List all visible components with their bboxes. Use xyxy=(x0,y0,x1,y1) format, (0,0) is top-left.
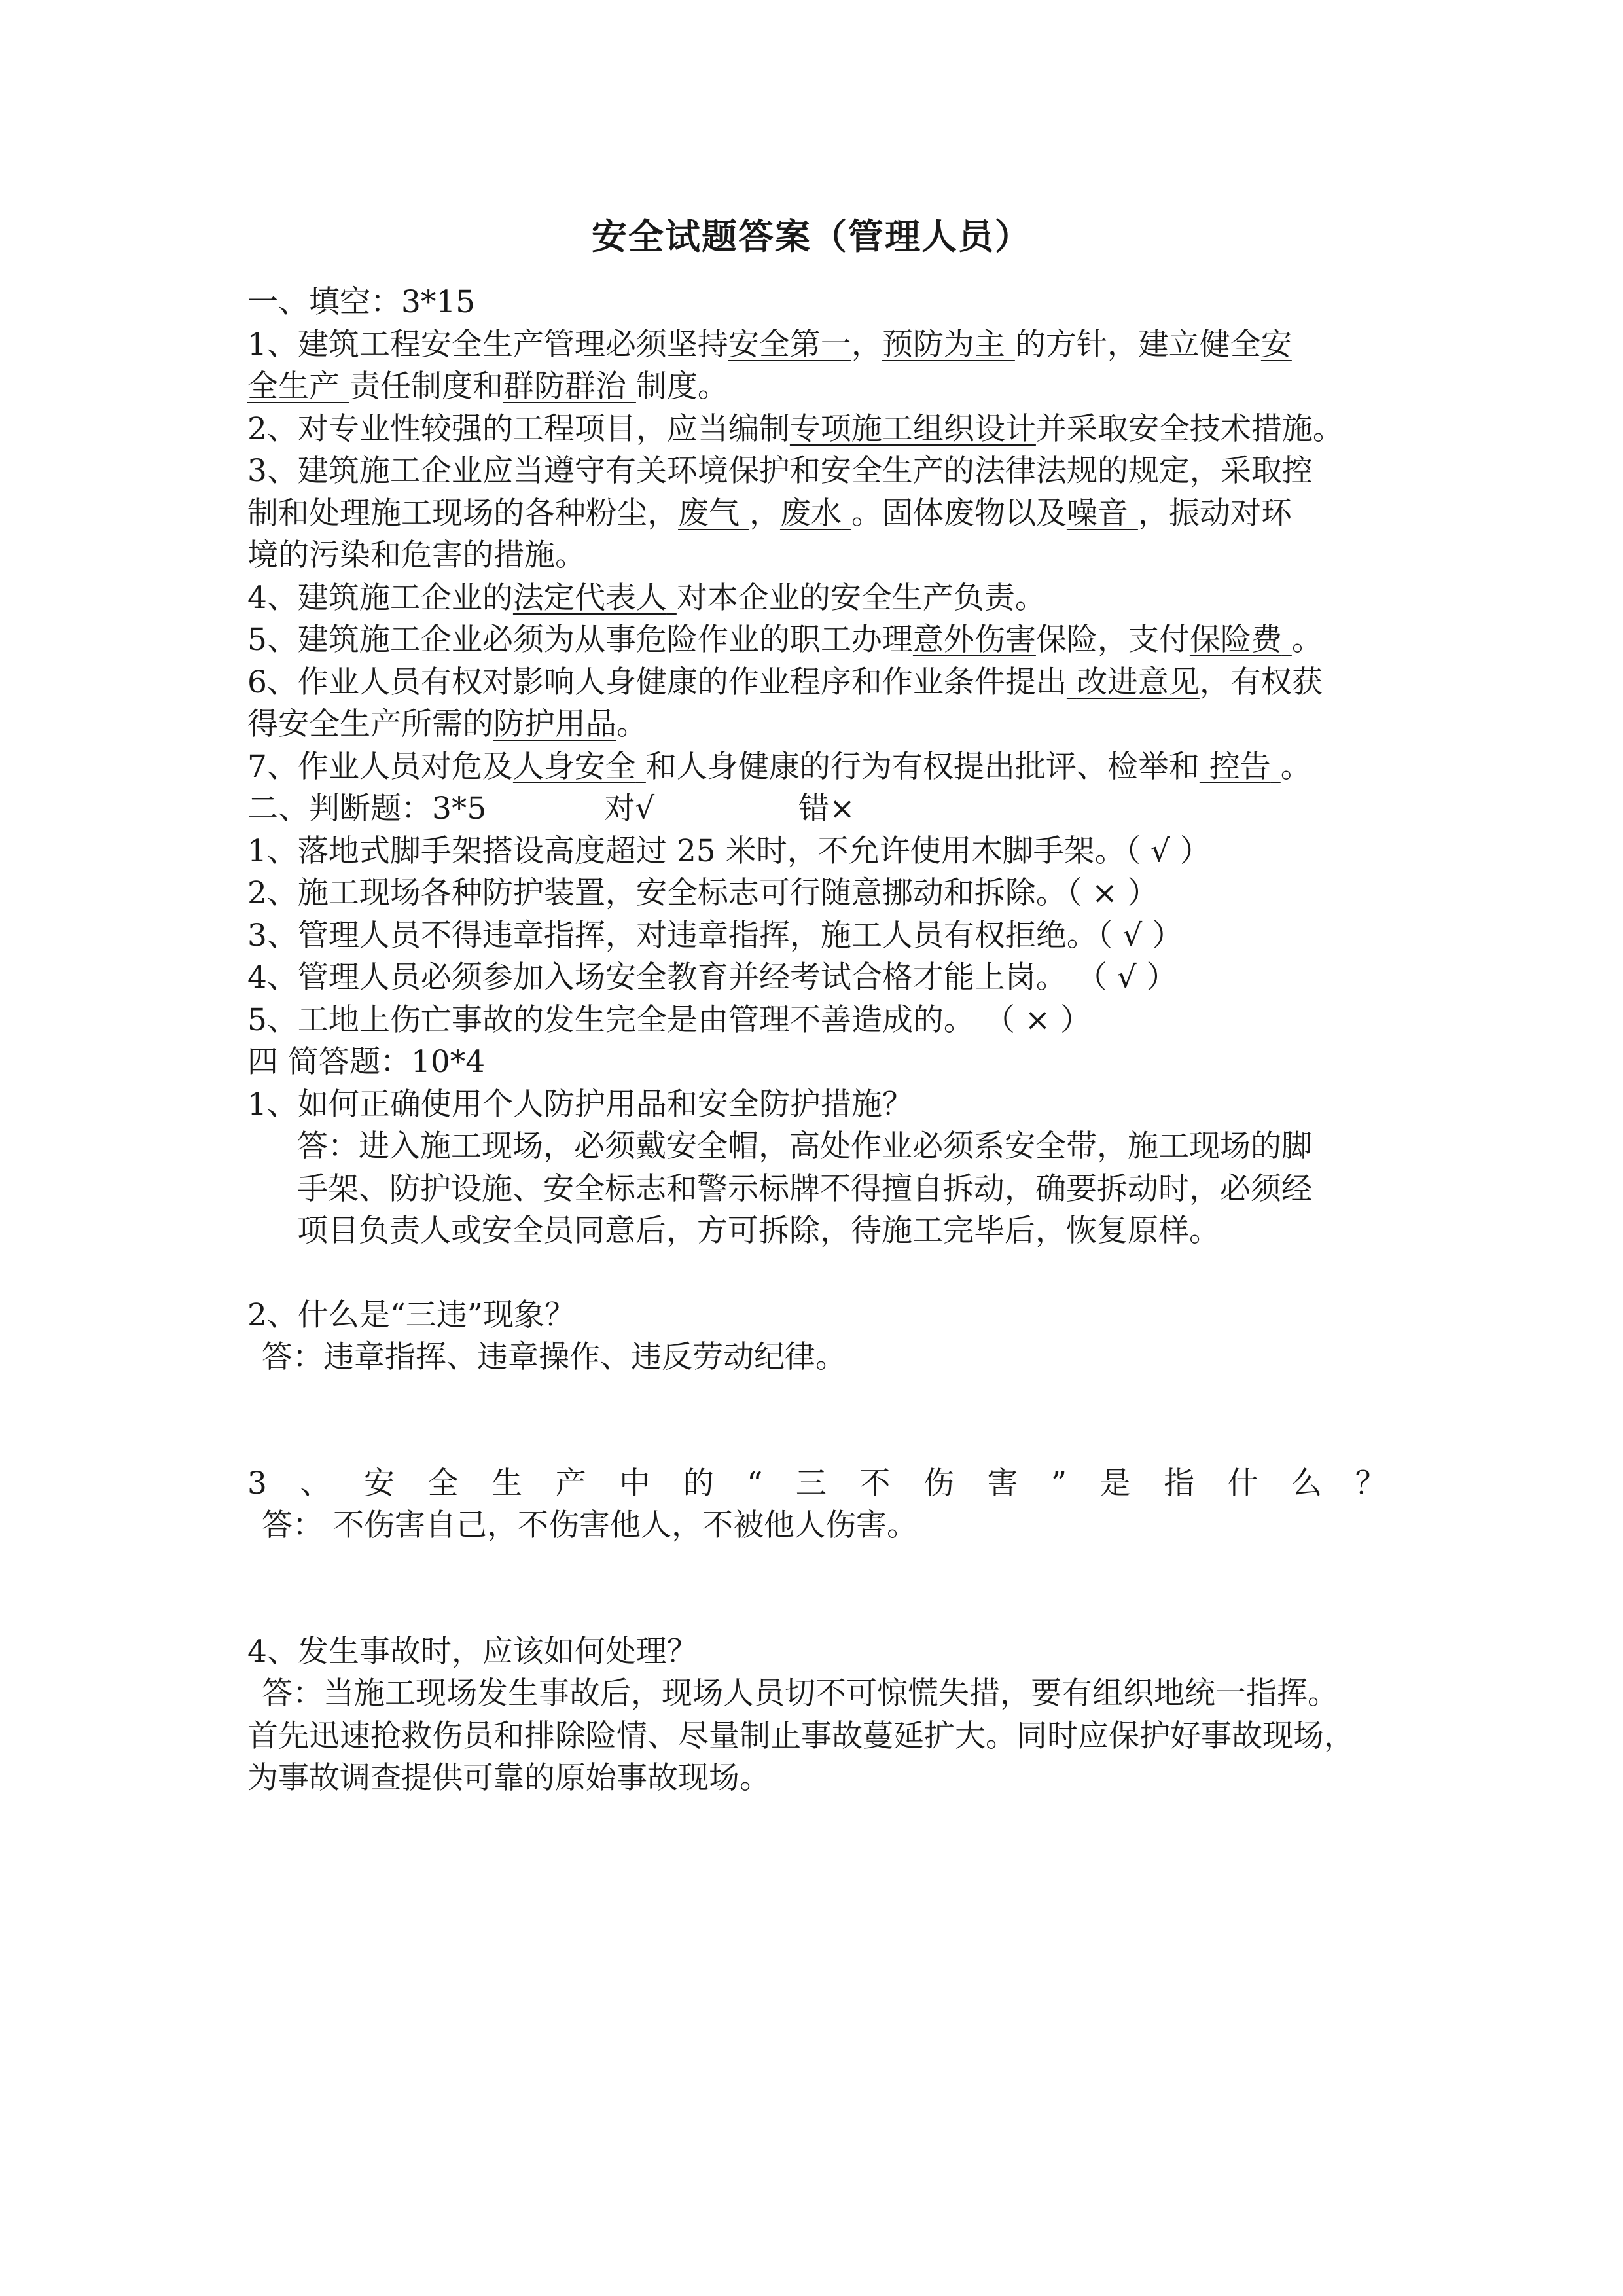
short-q4-question: 4、发生事故时，应该如何处理？ xyxy=(247,1633,698,1670)
judge-item-1: 1、落地式脚手架搭设高度超过 25 米时，不允许使用木脚手架。（ √ ） xyxy=(247,833,1211,869)
q3-char: 的 xyxy=(683,1465,714,1501)
q3-char: ” xyxy=(1051,1465,1067,1501)
q2-text-a: 2、对专业性较强的工程项目，应当编制 xyxy=(247,410,790,447)
q1-text-c: ， xyxy=(851,326,882,363)
q7-answer-2: 控告 xyxy=(1209,748,1271,785)
section2-heading: 二、判断题：3*5 xyxy=(247,791,487,827)
q1-text-f: 制度。 xyxy=(635,368,728,404)
judge-item-4: 4、管理人员必须参加入场安全教育并经考试合格才能上岗。 （ √ ） xyxy=(247,960,1177,996)
short-q2-question: 2、什么是“三违”现象？ xyxy=(247,1297,575,1333)
q1-answer-3b: 全生产 xyxy=(247,368,340,404)
q3-char: 中 xyxy=(619,1465,651,1501)
short-q3-question xyxy=(247,1463,1386,1505)
q3-char: 么 xyxy=(1291,1465,1323,1501)
q5-text-d: 。 xyxy=(1291,622,1323,658)
fill-q1-line1 xyxy=(247,324,1386,367)
q3-char: 指 xyxy=(1164,1465,1195,1501)
q3-char: 害 xyxy=(987,1465,1018,1501)
q7-text-a: 7、作业人员对危及 xyxy=(247,748,513,785)
q3-char: 3 xyxy=(247,1465,267,1501)
judge-item-5: 5、工地上伤亡事故的发生完全是由管理不善造成的。 （ × ） xyxy=(247,1001,1092,1038)
q2-answer-1: 专项施工组织设计 xyxy=(789,410,1036,447)
q3-char: 产 xyxy=(555,1465,586,1501)
fill-q2 xyxy=(247,408,1386,451)
q6-answer-2: 防护用品 xyxy=(493,706,616,742)
section4-heading: 四 简答题：10*4 xyxy=(247,1044,486,1080)
q3-char: ？ xyxy=(1355,1465,1386,1501)
q3-char: 伤 xyxy=(923,1465,954,1501)
q4-text-c: 对本企业的安全生产负责。 xyxy=(676,579,1046,616)
q4-text-a: 4、建筑施工企业的 xyxy=(247,579,513,616)
q5-text-c: 保险，支付 xyxy=(1035,622,1190,658)
q3-char: 生 xyxy=(491,1465,523,1501)
fill-q3-line2 xyxy=(247,493,1386,535)
q2-text-c: 并采取安全技术措施。 xyxy=(1035,410,1344,447)
q5-text-a: 5、建筑施工企业必须为从事危险作业的职工办理 xyxy=(247,622,913,658)
section2-heading-row xyxy=(247,788,1386,831)
q6-answer-1: 改进意见 xyxy=(1076,664,1200,700)
q1-text-e: 责任制度和 xyxy=(349,368,503,404)
q1-answer-2: 预防为主 xyxy=(882,326,1005,363)
q5-answer-1: 意外伤害 xyxy=(912,622,1036,658)
q4-answer-1: 法定代表人 xyxy=(512,579,667,616)
short-q1-answer-line2: 手架、防护设施、安全标志和警示标牌不得擅自拆动，确要拆动时，必须经 xyxy=(297,1170,1312,1207)
q7-answer-1: 人身安全 xyxy=(512,748,636,785)
q6-text-d: 得安全生产所需的 xyxy=(247,706,493,742)
false-mark-legend: 错× xyxy=(798,791,855,827)
short-q1-answer-line3: 项目负责人或安全员同意后，方可拆除，待施工完毕后，恢复原样。 xyxy=(297,1213,1220,1249)
q3-char: 不 xyxy=(859,1465,891,1501)
document-title: 安全试题答案（管理人员） xyxy=(592,216,1031,257)
q3-answer-2: 废水 xyxy=(779,495,842,531)
q3-text-e: ，振动对环 xyxy=(1137,495,1292,531)
q1-answer-1: 安全第一 xyxy=(728,326,851,363)
q6-text-c: ，有权获 xyxy=(1199,664,1323,700)
judge-item-3: 3、管理人员不得违章指挥，对违章指挥，施工人员有权拒绝。（ √ ） xyxy=(247,917,1183,954)
fill-q1-line2 xyxy=(247,366,1386,408)
q3-char: 什 xyxy=(1227,1465,1258,1501)
fill-q7 xyxy=(247,746,1386,789)
true-mark-legend: 对√ xyxy=(604,791,655,827)
short-q2-answer: 答：违章指挥、违章操作、违反劳动纪律。 xyxy=(262,1339,846,1375)
q3-char: 安 xyxy=(364,1465,395,1501)
fill-q3-line1: 3、建筑施工企业应当遵守有关环境保护和安全生产的法律法规的规定，采取控 xyxy=(247,453,1313,489)
fill-q6-line1 xyxy=(247,662,1386,704)
short-q1-answer-line1: 答：进入施工现场，必须戴安全帽，高处作业必须系安全带，施工现场的脚 xyxy=(297,1128,1312,1164)
q1-text-d: 的方针，建立健全 xyxy=(1014,326,1261,363)
q6-text-a: 6、作业人员有权对影响人身健康的作业程序和作业条件提出 xyxy=(247,664,1067,700)
q1-answer-3a: 安 xyxy=(1260,326,1292,363)
fill-q5 xyxy=(247,619,1386,662)
short-q4-answer-line2: 首先迅速抢救伤员和排除险情、尽量制止事故蔓延扩大。同时应保护好事故现场， xyxy=(247,1717,1355,1754)
q3-char: 、 xyxy=(300,1465,331,1501)
q3-char: 全 xyxy=(427,1465,459,1501)
q3-text-d: 。固体废物以及 xyxy=(851,495,1067,531)
short-q4-answer-line1: 答：当施工现场发生事故后，现场人员切不可惊慌失措，要有组织地统一指挥。 xyxy=(262,1676,1338,1712)
q3-answer-1: 废气 xyxy=(678,495,740,531)
q1-text-a: 1、建筑工程安全生产管理必须坚持 xyxy=(247,326,728,363)
short-q3-answer: 答： 不伤害自己，不伤害他人，不被他人伤害。 xyxy=(262,1507,918,1543)
q3-char: 是 xyxy=(1099,1465,1131,1501)
q1-answer-4: 群防群治 xyxy=(503,368,626,404)
q5-answer-2: 保险费 xyxy=(1189,622,1282,658)
fill-q6-line2 xyxy=(247,704,1386,746)
judge-item-2: 2、施工现场各种防护装置，安全标志可行随意挪动和拆除。（ × ） xyxy=(247,875,1158,911)
fill-q4 xyxy=(247,577,1386,620)
q3-char: “ xyxy=(747,1465,763,1501)
q3-answer-3: 噪音 xyxy=(1066,495,1128,531)
q3-char: 三 xyxy=(795,1465,827,1501)
q3-text-c: ， xyxy=(749,495,780,531)
q3-text-a: 制和处理施工现场的各种粉尘， xyxy=(247,495,678,531)
short-q1-question: 1、如何正确使用个人防护用品和安全防护措施？ xyxy=(247,1086,913,1122)
q6-text-e: 。 xyxy=(616,706,647,742)
document-body xyxy=(247,281,1386,1800)
short-q4-answer-line3: 为事故调查提供可靠的原始事故现场。 xyxy=(247,1760,770,1796)
q7-text-d: 。 xyxy=(1280,748,1311,785)
fill-q3-line3: 境的污染和危害的措施。 xyxy=(247,537,586,573)
section1-heading: 一、填空：3*15 xyxy=(247,284,476,320)
q7-text-c: 和人身健康的行为有权提出批评、检举和 xyxy=(645,748,1200,785)
